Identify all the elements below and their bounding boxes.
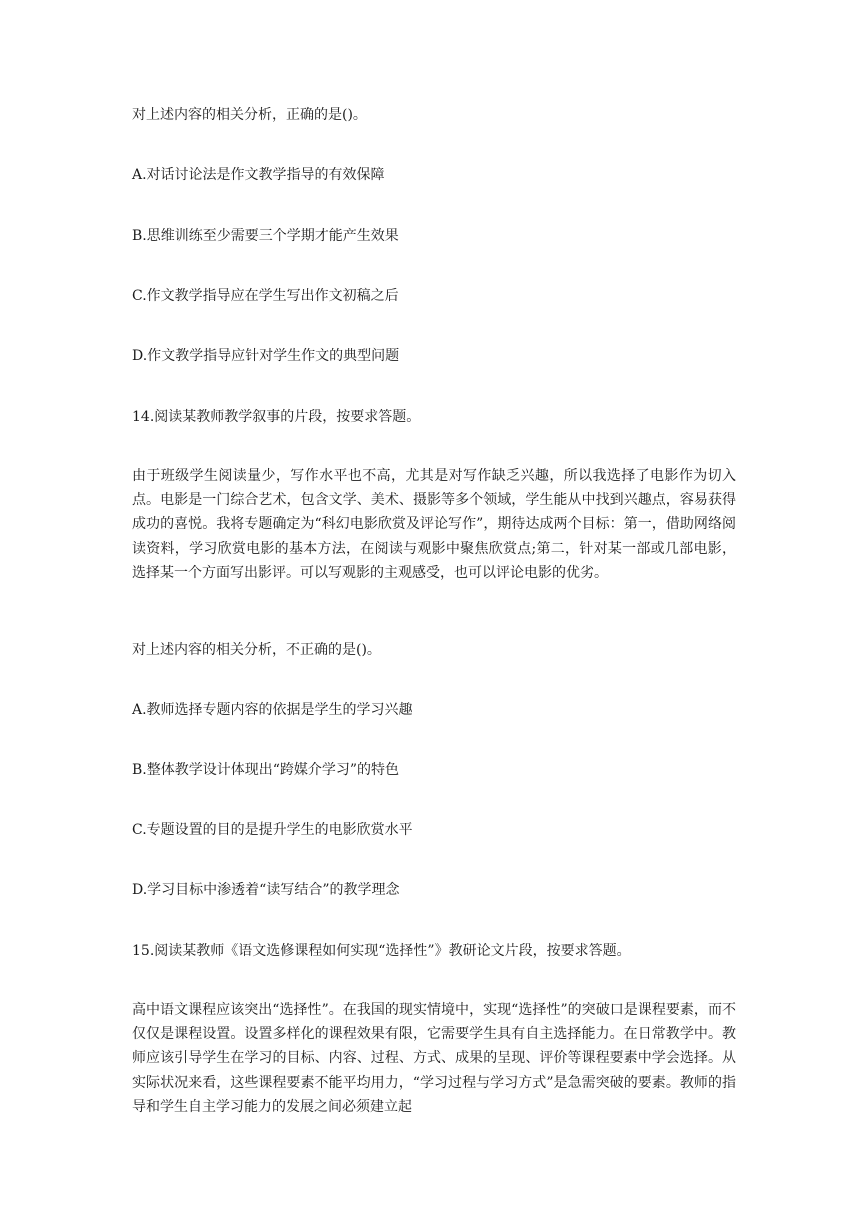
q14-option-d: D.学习目标中渗透着“读写结合”的教学理念 (132, 882, 400, 898)
q13-option-c: C.作文教学指导应在学生写出作文初稿之后 (132, 288, 399, 304)
q13-stem: 对上述内容的相关分析，正确的是()。 (132, 107, 367, 123)
q13-option-b: B.思维训练至少需要三个学期才能产生效果 (132, 228, 399, 244)
q14-option-c: C.专题设置的目的是提升学生的电影欣赏水平 (132, 822, 413, 838)
q14-option-a: A.教师选择专题内容的依据是学生的学习兴趣 (132, 702, 413, 718)
q14-title: 14.阅读某教师教学叙事的片段，按要求答题。 (132, 409, 421, 425)
q14-passage: 由于班级学生阅读量少，写作水平也不高，尤其是对写作缺乏兴趣，所以我选择了电影作为切入点。电影是一门综合艺术，包含文学、美术、摄影等多个领域，学生能从中找到兴趣点，容易获得成功的喜悦。我将专题确定为“科幻电影欣赏及评论写作”，期待达成两个目标：第一，借助网络阅读资料，学习欣赏电影的基本方法，在阅读与观影中聚焦欣赏点;第二，针对某一部或几部电影，选择某一个方面写出影评。可以写观影的主观感受，也可以评论电影的优劣。 (132, 468, 736, 581)
q14-stem: 对上述内容的相关分析，不正确的是()。 (132, 642, 381, 658)
q13-option-a: A.对话讨论法是作文教学指导的有效保障 (132, 167, 385, 183)
q15-title: 15.阅读某教师《语文选修课程如何实现“选择性”》教研论文片段，按要求答题。 (132, 943, 631, 959)
q14-option-b: B.整体教学设计体现出“跨媒介学习”的特色 (132, 762, 400, 778)
q13-option-d: D.作文教学指导应针对学生作文的典型问题 (132, 348, 400, 364)
q15-passage: 高中语文课程应该突出“选择性”。在我国的现实情境中，实现“选择性”的突破口是课程要素，而不仅仅是课程设置。设置多样化的课程效果有限，它需要学生具有自主选择能力。在日常教学中。教师应该引导学生在学习的目标、内容、过程、方式、成果的呈现、评价等课程要素中学会选择。从实际状况来看，这些课程要素不能平均用力，“学习过程与学习方式”是急需突破的要素。教师的指导和学生自主学习能力的发展之间必须建立起 (132, 1002, 736, 1115)
